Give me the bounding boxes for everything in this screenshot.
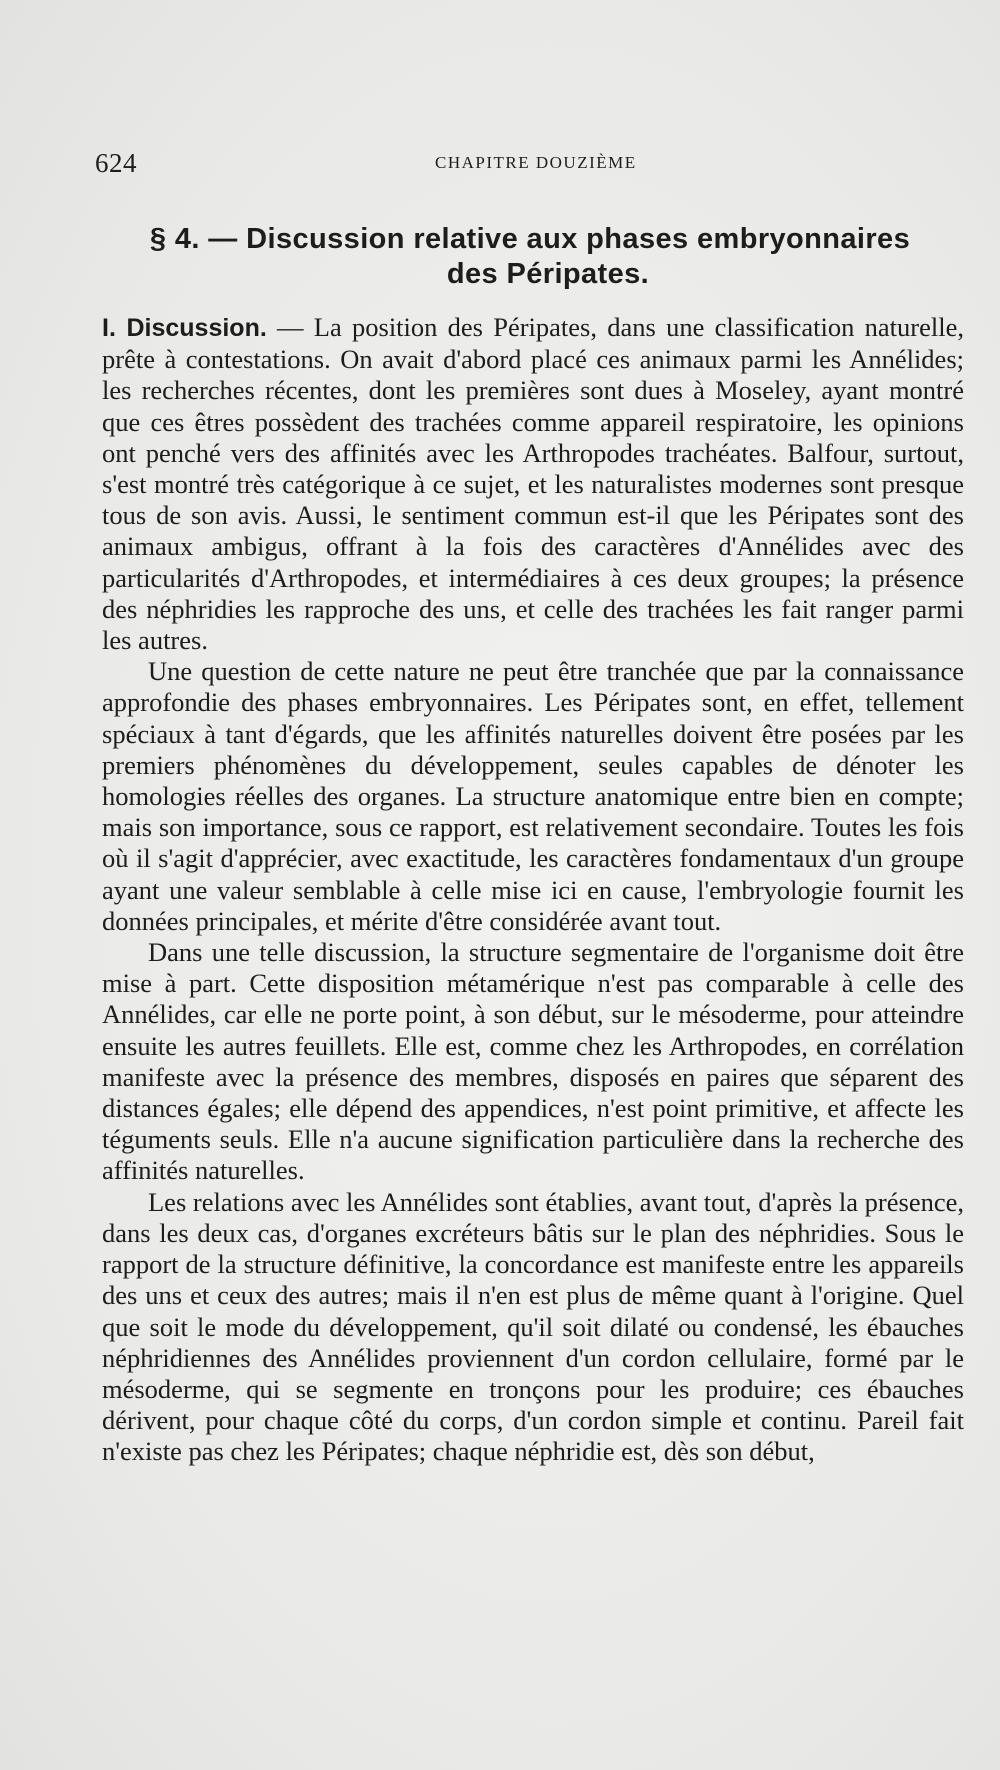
paragraph-4: Les relations avec les Annélides sont établies, avant tout, d'après la présence, dans les deux cas, d'organes excréteurs bâtis sur le plan des néphridies. Sous le rapport de la structure définitive, la concordance est manifeste entre les appareils des uns et ceux des autres; mais il n'en est plus de même quant à l'origine. Quel que soit le mode du développement, qu'il soit dilaté ou condensé, les ébauches néphridiennes des Annélides proviennent d'un cordon cellulaire, formé par le mésoderme, qui se segmente en tronçons pour les produire; ces ébauches dérivent, pour chaque côté du corps, d'un cordon simple et continu. Pareil fait n'existe pas chez les Péripates; chaque néphridie est, dès son début, bbox=[102, 1186, 964, 1467]
section-heading bbox=[100, 222, 960, 292]
paragraph-2: Une question de cette nature ne peut être tranchée que par la connaissance approfondie des phases embryonnaires. Les Péripates sont, en effet, tellement spéciaux à tant d'égards, que les affinités naturelles doivent être posées par les premiers phénomènes du développement, seules capables de dénoter les homologies réelles des organes. La structure anatomique entre bien en compte; mais son importance, sous ce rapport, est relativement secondaire. Toutes les fois où il s'agit d'apprécier, avec exactitude, les caractères fondamentaux d'un groupe ayant une valeur semblable à celle mise ici en cause, l'embryologie fournit les données principales, et mérite d'être considérée avant tout. bbox=[102, 656, 964, 936]
paragraph-3: Dans une telle discussion, la structure segmentaire de l'organisme doit être mise à part. Cette disposition métamérique n'est pas comparable à celle des Annélides, car elle ne porte point, à son début, sur le mésoderme, pour atteindre ensuite les autres feuillets. Elle est, comme chez les Arthropodes, en corrélation manifeste avec la présence des membres, disposés en paires que séparent des distances égales; elle dépend des appendices, n'est point primitive, et affecte les téguments seuls. Elle n'a aucune signification particulière dans la recherche des affinités naturelles. bbox=[102, 937, 964, 1186]
section-heading-line1: § 4. — Discussion relative aux phases embryonnaires bbox=[149, 223, 911, 255]
running-head bbox=[95, 148, 930, 178]
body-text bbox=[102, 312, 964, 1468]
page-number: 624 bbox=[95, 148, 137, 178]
paragraph-1-text: — La position des Péripates, dans une classification naturelle, prête à contestations. On avait d'abord placé ces animaux parmi les Annélides; les recherches récentes, dont les premières sont dues à Moseley, ayant montré que ces êtres possèdent des trachées comme appareil respiratoire, les opinions ont penché vers des affinités avec les Arthropodes trachéates. Balfour, surtout, s'est montré très catégorique à ce sujet, et les naturalistes modernes sont presque tous de son avis. Aussi, le sentiment commun est-il que les Péripates sont des animaux ambigus, offrant à la fois des caractères d'Annélides avec des particularités d'Arthropodes, et intermédiaires à ces deux groupes; la présence des néphridies les rapproche des uns, et celle des trachées les fait ranger parmi les autres. bbox=[102, 312, 964, 656]
chapter-title: CHAPITRE DOUZIÈME bbox=[435, 153, 637, 172]
paragraph-1 bbox=[102, 312, 964, 656]
section-heading-line2: des Péripates. bbox=[446, 258, 650, 290]
run-in-heading: I. Discussion. bbox=[102, 314, 267, 342]
